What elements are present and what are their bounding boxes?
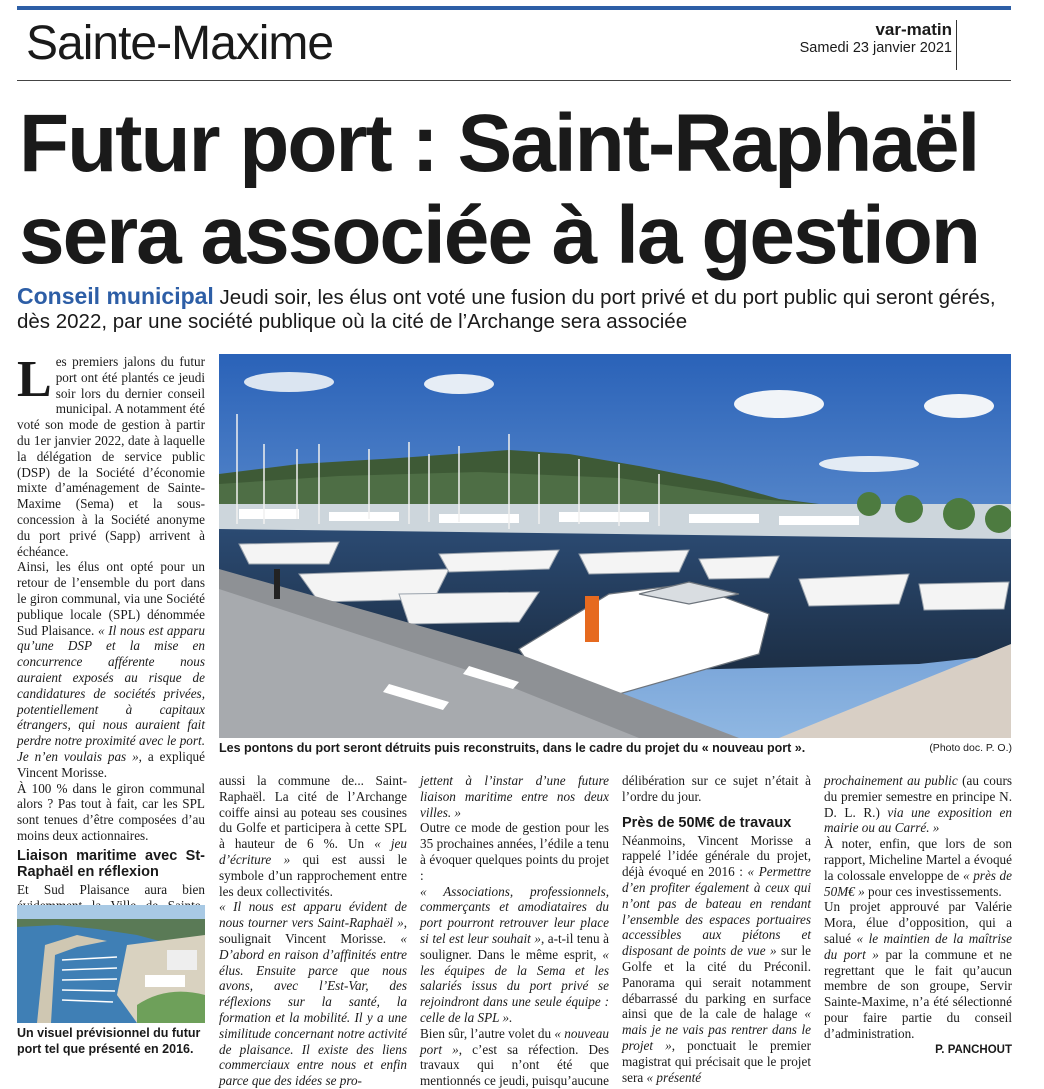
top-color-bar — [17, 6, 1011, 10]
col2-text-2b: , soulignait Vincent Morisse. — [219, 915, 407, 946]
col5-quote-1: prochainement au public — [824, 773, 958, 788]
header-divider — [956, 20, 957, 70]
lead-text: Jeudi soir, les élus ont voté une fusion du port privé et du port public qui seront gérés, dès 2022, par une société publique où la cité de l’Archange sera associée — [17, 286, 996, 333]
col3-text-3b: , a-t-il tenu à souligner. Dans le même esprit, — [420, 930, 609, 962]
column-5 — [824, 773, 1012, 1042]
col4-text-2b: sur le Golfe et la cité du Préconil. Panorama qui serait notamment débarrassé du parking en surface ainsi que de la cale de halage — [622, 943, 812, 1022]
col5-text-2a: À noter, enfin, que lors de son rapport, Micheline Martel a évoqué la colossale enveloppe de — [824, 836, 1012, 883]
col4-paragraph-1: délibération sur ce sujet n’était à l’ordre du jour. — [622, 773, 811, 804]
photo-caption: Les pontons du port seront détruits puis reconstruits, dans le cadre du projet du « nouveau port ». — [219, 741, 806, 755]
header-rule — [17, 80, 1011, 81]
col2-quote-3: « D’abord en raison d’affinités entre élus. Ensuite parce que nous avons, avec l’Est-Var, des réflexions sur la santé, la formation et la mobilité. Il y a une similitude concernant notre activité de plaisance. Il existe des liens commerciaux entre nous et enfin parce que des idées se pro- — [219, 930, 407, 1089]
col4-quote-2: « mais je ne vais pas rentrer dans le projet » — [622, 1006, 811, 1053]
headline-line-2: sera associée à la gestion — [19, 190, 979, 281]
col1-paragraph-2a: Ainsi, les élus ont opté pour un retour de l’ensemble du port dans le giron communal, via une Société publique locale (SPL) dénommée Sud Plaisance. — [17, 559, 205, 638]
port-project-rendering — [17, 905, 205, 1023]
section-title: Sainte-Maxime — [26, 17, 334, 70]
col3-paragraph-2: Outre ce mode de gestion pour les 35 prochaines années, l’édile a tenu à évoquer quelques points du projet : — [420, 820, 609, 883]
col1-quote: « Il nous est apparu qu’une DSP et la mise en concurrence afférente nous auraient exposés au risque de candidatures de sociétés privées, potentiellement à capitaux étrangers, qui nous auraient fait perdre notre proximité avec le port. Je n’en voulais pas » — [17, 622, 206, 764]
col5-quote-4: « le maintien de la maîtrise du port » — [824, 930, 1012, 962]
col5-quote-3: « près de 50M€ » — [824, 867, 1012, 899]
col1-subhead: Liaison maritime avec St-Raphaël en réflexion — [17, 847, 205, 880]
col3-quote-3: « les équipes de la Sema et les salariés issus du port privé se rejoindront dans une seule équipe : celle de la SPL ». — [420, 946, 609, 1025]
column-2 — [219, 773, 407, 1089]
marina-photo — [219, 354, 1011, 738]
col1-paragraph-1: es premiers jalons du futur port ont été plantés ce jeudi soir lors du dernier conseil municipal. A notamment été voté son mode de gestion à partir du 1er janvier 2022, date à laquelle la délégation de service public (DSP) de la Société d’économie mixte d’aménagement de Sainte-Maxime (Sema) et la sous-concession à la Société anonyme du port privé (Sapp) arrivent à échéance. — [17, 354, 205, 559]
col2-text-1a: aussi la commune de... Saint-Raphaël. La cité de l’Archange coiffe ainsi au poteau ses cousines du Golfe et participera à cette SPL à hauteur de 6 %. Un — [219, 773, 407, 852]
col4-subhead: Près de 50M€ de travaux — [622, 814, 792, 831]
col2-quote-1: « jeu d’écriture » — [219, 836, 407, 867]
col3-text-4a: Bien sûr, l’autre volet du — [420, 1025, 555, 1041]
article-headline — [19, 98, 1029, 282]
col5-text-1b: (au cours du premier semestre en principe N. D. L. R.) — [824, 773, 1012, 820]
col1-paragraph-4: Et Sud Plaisance aura bien — [17, 881, 205, 897]
column-1 — [17, 351, 206, 961]
col5-text-3a: Un projet approuvé par Valérie Mora, élue d’opposition, qui a salué — [824, 899, 1012, 946]
col5-text-2b: pour ces investissements. — [864, 883, 1002, 899]
col3-text-4b: , c’est sa réfection. Des travaux qui n’ont été que mentionnés ce jeudi, puisqu’aucune — [420, 1041, 610, 1089]
author-signature: P. PANCHOUT — [935, 1044, 1012, 1056]
photo-credit: (Photo doc. P. O.) — [929, 742, 1012, 754]
publication-date: Samedi 23 janvier 2021 — [799, 40, 952, 56]
headline-line-1: Futur port : Saint-Raphaël — [19, 98, 979, 189]
col1-paragraph-3: À 100 % dans le giron communal alors ? Pas tout à fait, car les SPL sont tenues d’être composées d’au moins deux actionnaires. — [17, 780, 205, 843]
col4-quote-3: « présenté — [646, 1069, 702, 1085]
lead-label: Conseil municipal — [17, 283, 214, 309]
col5-text-3b: par la commune et ne regrettant que le fait qu’aucun membre de son groupe, Servir Sainte-Maxime, n’a été sélectionné pour faire partie du conseil d’administration. — [824, 946, 1013, 1041]
col3-quote-2: « Associations, professionnels, commerçants et amodiataires du port pourront retrouver leur place si tel est leur souhait » — [420, 883, 609, 946]
column-4 — [622, 773, 811, 1085]
col4-quote-1: « Permettre d’en profiter également à ceux qui n’ont pas de bateau en rendant l’ensemble des espaces portuaires accessibles aux piétons et disposant de points de vue » — [622, 864, 811, 959]
col3-quote-4: « nouveau port » — [420, 1025, 609, 1057]
col2-text-1b: qui est aussi le symbole d’un rapprochement entre les deux collectivités. — [219, 851, 407, 899]
rendering-caption: Un visuel prévisionnel du futur port tel que présenté en 2016. — [17, 1026, 201, 1056]
col3-quote-1: jettent à l’instar d’une future liaison maritime entre nos deux villes. » — [420, 773, 609, 820]
col1-paragraph-2b: , a expliqué Vincent Morisse. — [17, 748, 205, 780]
article-lead — [17, 284, 1017, 334]
col2-quote-2: « Il nous est apparu évident de nous tourner vers Saint-Raphaël » — [219, 899, 407, 931]
col5-quote-2: via une exposition en mairie ou au Carré. » — [824, 804, 1012, 836]
newspaper-name: var-matin — [875, 20, 952, 39]
col4-text-2c: , ponctuait le premier magistrat qui précisait que le projet sera — [622, 1037, 811, 1085]
column-3 — [420, 773, 609, 1089]
drop-cap: L — [17, 351, 52, 408]
col4-text-2a: Néanmoins, Vincent Morisse a rappelé l’idée générale du projet, déjà évoqué en 2016 : — [622, 832, 811, 880]
